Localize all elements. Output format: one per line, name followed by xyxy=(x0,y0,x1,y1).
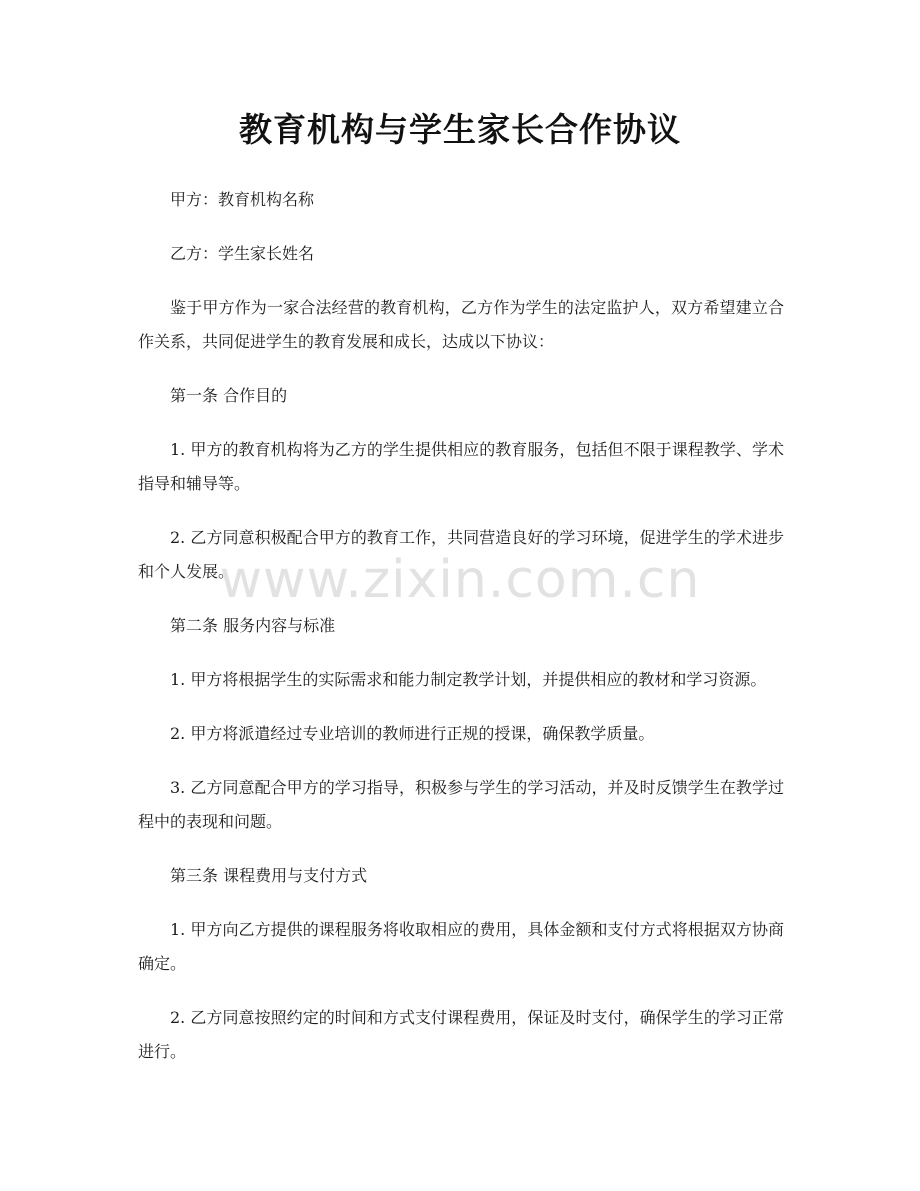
section-3-item-1: 1. 甲方向乙方提供的课程服务将收取相应的费用，具体金额和支付方式将根据双方协商确定。 xyxy=(138,920,784,973)
section-heading-1: 第一条 合作目的 xyxy=(170,386,288,405)
section-2-item-1: 1. 甲方将根据学生的实际需求和能力制定教学计划，并提供相应的教材和学习资源。 xyxy=(170,670,767,689)
preamble-paragraph: 鉴于甲方作为一家合法经营的教育机构，乙方作为学生的法定监护人，双方希望建立合作关系，共同促进学生的教育发展和成长，达成以下协议： xyxy=(138,298,784,351)
section-2-item-3: 3. 乙方同意配合甲方的学习指导，积极参与学生的学习活动，并及时反馈学生在教学过程中的表现和问题。 xyxy=(138,778,784,831)
party-a-line: 甲方：教育机构名称 xyxy=(170,190,315,209)
document-body xyxy=(138,183,784,1089)
section-1-item-2: 2. 乙方同意积极配合甲方的教育工作，共同营造良好的学习环境，促进学生的学术进步和个人发展。 xyxy=(138,528,784,581)
watermark-text: www.zixin.com.cn xyxy=(219,550,701,610)
document-title: 教育机构与学生家长合作协议 xyxy=(239,110,681,149)
section-1-item-1: 1. 甲方的教育机构将为乙方的学生提供相应的教育服务，包括但不限于课程教学、学术指导和辅导等。 xyxy=(138,440,784,493)
section-heading-2: 第二条 服务内容与标准 xyxy=(170,616,336,635)
section-3-item-2: 2. 乙方同意按照约定的时间和方式支付课程费用，保证及时支付，确保学生的学习正常进行。 xyxy=(138,1008,784,1061)
section-2-item-2: 2. 甲方将派遣经过专业培训的教师进行正规的授课，确保教学质量。 xyxy=(170,724,655,743)
section-heading-3: 第三条 课程费用与支付方式 xyxy=(170,866,368,885)
party-b-line: 乙方：学生家长姓名 xyxy=(170,244,315,263)
